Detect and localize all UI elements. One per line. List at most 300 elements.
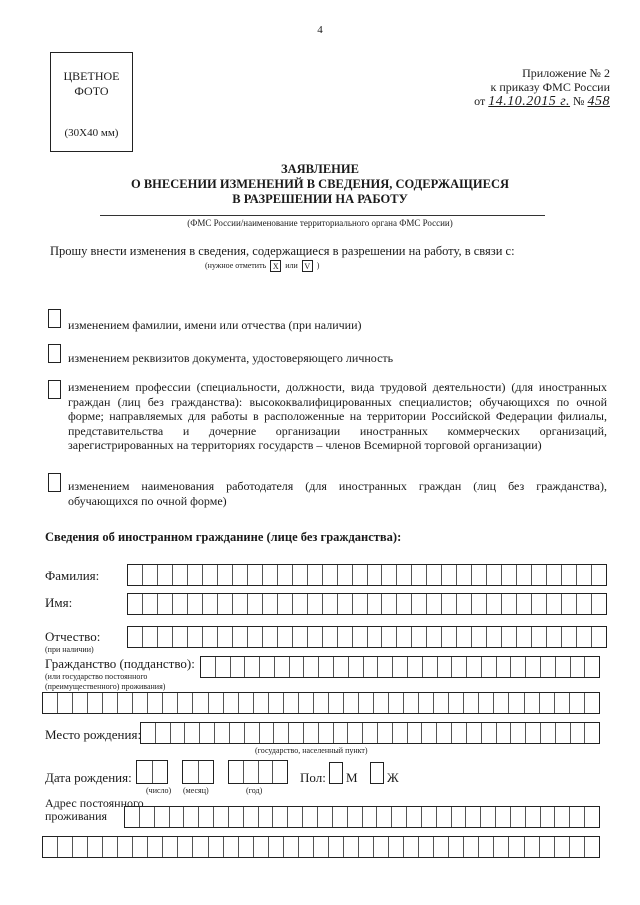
input-cell[interactable] [511,723,526,743]
input-cell[interactable] [368,627,383,647]
input-cell[interactable] [200,723,215,743]
input-cell[interactable] [140,807,155,827]
input-cell[interactable] [173,627,188,647]
input-cell[interactable] [442,565,457,585]
input-cell[interactable] [452,657,467,677]
input-cell[interactable] [482,657,497,677]
input-cell[interactable] [541,807,556,827]
input-cell[interactable] [245,657,260,677]
input-cell[interactable] [562,565,577,585]
input-cell[interactable] [466,807,481,827]
input-cell[interactable] [359,837,374,857]
request-text: Прошу внести изменения в сведения, содержащиеся в разрешении на работу, в связи с: [50,244,515,258]
input-cell[interactable] [467,723,482,743]
input-cell[interactable] [397,627,412,647]
input-cell[interactable] [577,565,592,585]
input-cell[interactable] [299,837,314,857]
input-cell[interactable] [334,657,349,677]
input-cell[interactable] [128,627,143,647]
input-cell[interactable] [464,693,479,713]
input-cell[interactable] [155,807,170,827]
input-cell[interactable] [183,761,199,783]
input-cell[interactable] [427,627,442,647]
input-cell[interactable] [188,594,203,614]
input-cell[interactable] [133,693,148,713]
input-cell[interactable] [43,837,58,857]
input-cell[interactable] [334,723,349,743]
input-cell[interactable] [487,565,502,585]
input-cell[interactable] [193,693,208,713]
input-cell[interactable] [509,693,524,713]
input-cell[interactable] [532,594,547,614]
input-cell[interactable] [419,693,434,713]
input-cell[interactable] [592,565,606,585]
input-cell[interactable] [148,693,163,713]
input-cell[interactable] [260,657,275,677]
input-cell[interactable] [502,594,517,614]
input-cell[interactable] [438,657,453,677]
input-cell[interactable] [103,837,118,857]
input-cell[interactable] [404,837,419,857]
input-cell[interactable] [408,723,423,743]
input-cell[interactable] [502,565,517,585]
input-cell[interactable] [308,594,323,614]
input-cell[interactable] [170,807,185,827]
input-cell[interactable] [184,807,199,827]
authority-line[interactable] [100,215,545,216]
input-cell[interactable] [209,693,224,713]
input-cell[interactable] [585,837,599,857]
input-cell[interactable] [290,657,305,677]
input-cell[interactable] [348,723,363,743]
input-cell[interactable] [555,693,570,713]
input-cell[interactable] [481,807,496,827]
input-cell[interactable] [511,657,526,677]
input-cell[interactable] [452,723,467,743]
section-title: Сведения об иностранном гражданине (лице без гражданства): [45,530,402,544]
patronymic-cells[interactable] [127,626,607,648]
input-cell[interactable] [214,807,229,827]
input-cell[interactable] [479,837,494,857]
input-cell[interactable] [43,693,58,713]
input-cell[interactable] [156,723,171,743]
photo-placeholder [50,52,133,152]
input-cell[interactable] [229,761,244,783]
input-cell[interactable] [540,837,555,857]
input-cell[interactable] [323,627,338,647]
input-cell[interactable] [224,693,239,713]
input-cell[interactable] [359,693,374,713]
input-cell[interactable] [502,627,517,647]
input-cell[interactable] [338,627,353,647]
input-cell[interactable] [389,837,404,857]
input-cell[interactable] [218,594,233,614]
input-cell[interactable] [178,837,193,857]
input-cell[interactable] [382,565,397,585]
input-cell[interactable] [218,627,233,647]
input-cell[interactable] [378,723,393,743]
input-cell[interactable] [143,594,158,614]
input-cell[interactable] [158,565,173,585]
input-cell[interactable] [377,807,392,827]
input-cell[interactable] [158,594,173,614]
input-cell[interactable] [434,693,449,713]
order-date: 14.10.2015 г. [488,94,571,109]
input-cell[interactable] [153,761,168,783]
input-cell[interactable] [482,723,497,743]
input-cell[interactable] [163,693,178,713]
input-cell[interactable] [133,837,148,857]
input-cell[interactable] [437,723,452,743]
input-cell[interactable] [284,837,299,857]
input-cell[interactable] [374,693,389,713]
input-cell[interactable] [423,657,438,677]
citizenship-cells-row1[interactable] [200,656,600,678]
input-cell[interactable] [259,761,274,783]
input-cell[interactable] [570,807,585,827]
day-note: (число) [146,786,172,795]
input-cell[interactable] [188,627,203,647]
input-cell[interactable] [525,837,540,857]
input-cell[interactable] [349,657,364,677]
input-cell[interactable] [239,837,254,857]
input-cell[interactable] [137,761,153,783]
input-cell[interactable] [363,723,378,743]
input-cell[interactable] [245,723,260,743]
input-cell[interactable] [73,693,88,713]
input-cell[interactable] [472,627,487,647]
input-cell[interactable] [570,837,585,857]
input-cell[interactable] [299,693,314,713]
surname-cells[interactable] [127,564,607,586]
input-cell[interactable] [422,723,437,743]
input-cell[interactable] [118,693,133,713]
input-cell[interactable] [293,594,308,614]
input-cell[interactable] [378,657,393,677]
input-cell[interactable] [419,837,434,857]
name-cells[interactable] [127,593,607,615]
input-cell[interactable] [412,565,427,585]
input-cell[interactable] [269,837,284,857]
input-cell[interactable] [353,627,368,647]
input-cell[interactable] [338,565,353,585]
input-cell[interactable] [308,627,323,647]
input-cell[interactable] [323,594,338,614]
input-cell[interactable] [407,807,422,827]
input-cell[interactable] [293,627,308,647]
input-cell[interactable] [58,693,73,713]
input-cell[interactable] [318,807,333,827]
input-cell[interactable] [263,627,278,647]
sex-female-checkbox[interactable] [370,762,384,784]
input-cell[interactable] [329,693,344,713]
input-cell[interactable] [368,565,383,585]
input-cell[interactable] [254,693,269,713]
input-cell[interactable] [141,723,156,743]
input-cell[interactable] [201,657,216,677]
address-cells[interactable] [124,806,600,828]
input-cell[interactable] [273,807,288,827]
input-cell[interactable] [158,627,173,647]
input-cell[interactable] [260,723,275,743]
input-cell[interactable] [571,657,586,677]
input-cell[interactable] [368,594,383,614]
input-cell[interactable] [517,565,532,585]
patronymic-label: Отчество: [45,629,101,644]
input-cell[interactable] [203,594,218,614]
input-cell[interactable] [203,565,218,585]
input-cell[interactable] [163,837,178,857]
input-cell[interactable] [496,807,511,827]
input-cell[interactable] [275,657,290,677]
input-cell[interactable] [244,761,259,783]
input-cell[interactable] [570,693,585,713]
input-cell[interactable] [457,565,472,585]
input-cell[interactable] [148,837,163,857]
input-cell[interactable] [382,627,397,647]
input-cell[interactable] [88,837,103,857]
input-cell[interactable] [118,837,133,857]
input-cell[interactable] [278,627,293,647]
input-cell[interactable] [338,594,353,614]
input-cell[interactable] [382,594,397,614]
input-cell[interactable] [472,594,487,614]
input-cell[interactable] [392,807,407,827]
input-cell[interactable] [244,807,259,827]
input-cell[interactable] [526,723,541,743]
input-cell[interactable] [199,761,214,783]
input-cell[interactable] [209,837,224,857]
input-cell[interactable] [171,723,186,743]
input-cell[interactable] [353,594,368,614]
title-line2: О ВНЕСЕНИИ ИЗМЕНЕНИЙ В СВЕДЕНИЯ, СОДЕРЖАЩИЕСЯ [130,177,510,191]
input-cell[interactable] [215,723,230,743]
input-cell[interactable] [173,594,188,614]
input-cell[interactable] [374,837,389,857]
input-cell[interactable] [314,693,329,713]
input-cell[interactable] [540,693,555,713]
input-cell[interactable] [562,627,577,647]
input-cell[interactable] [541,723,556,743]
input-cell[interactable] [348,807,363,827]
input-cell[interactable] [344,693,359,713]
input-cell[interactable] [555,807,570,827]
input-cell[interactable] [288,807,303,827]
input-cell[interactable] [517,627,532,647]
input-cell[interactable] [427,565,442,585]
input-cell[interactable] [353,565,368,585]
input-cell[interactable] [412,627,427,647]
input-cell[interactable] [479,693,494,713]
sex-male-label: М [346,770,358,785]
input-cell[interactable] [199,807,214,827]
input-cell[interactable] [224,837,239,857]
option-employer-change: изменением наименования работодателя (для иностранных граждан (лиц без гражданства), обучающихся по очной форме) [68,479,607,508]
input-cell[interactable] [284,693,299,713]
input-cell[interactable] [525,693,540,713]
input-cell[interactable] [541,657,556,677]
x-mark-example: X [270,260,281,272]
input-cell[interactable] [274,723,289,743]
mark-hint [205,260,319,272]
input-cell[interactable] [434,837,449,857]
birthplace-label: Место рождения: [45,727,142,742]
input-cell[interactable] [517,594,532,614]
input-cell[interactable] [547,627,562,647]
input-cell[interactable] [304,723,319,743]
input-cell[interactable] [412,594,427,614]
input-cell[interactable] [497,723,512,743]
input-cell[interactable] [263,565,278,585]
input-cell[interactable] [467,657,482,677]
input-cell[interactable] [449,837,464,857]
input-cell[interactable] [88,693,103,713]
input-cell[interactable] [585,657,599,677]
input-cell[interactable] [143,627,158,647]
citizenship-cells-row2[interactable] [42,692,600,714]
input-cell[interactable] [303,807,318,827]
input-cell[interactable] [592,627,606,647]
input-cell[interactable] [289,723,304,743]
input-cell[interactable] [592,594,606,614]
input-cell[interactable] [319,657,334,677]
input-cell[interactable] [259,807,274,827]
input-cell[interactable] [532,565,547,585]
input-cell[interactable] [526,807,541,827]
input-cell[interactable] [193,837,208,857]
input-cell[interactable] [585,723,599,743]
option-name-change: изменением фамилии, имени или отчества (при наличии) [68,318,362,332]
input-cell[interactable] [229,807,244,827]
input-cell[interactable] [308,565,323,585]
input-cell[interactable] [230,723,245,743]
input-cell[interactable] [422,807,437,827]
input-cell[interactable] [585,807,599,827]
input-cell[interactable] [263,594,278,614]
input-cell[interactable] [143,565,158,585]
input-cell[interactable] [437,807,452,827]
input-cell[interactable] [571,723,586,743]
input-cell[interactable] [393,723,408,743]
input-cell[interactable] [178,693,193,713]
input-cell[interactable] [408,657,423,677]
input-cell[interactable] [304,657,319,677]
input-cell[interactable] [314,837,329,857]
input-cell[interactable] [58,837,73,857]
input-cell[interactable] [494,837,509,857]
input-cell[interactable] [449,693,464,713]
input-cell[interactable] [457,594,472,614]
input-cell[interactable] [427,594,442,614]
input-cell[interactable] [562,594,577,614]
input-cell[interactable] [464,837,479,857]
input-cell[interactable] [293,565,308,585]
input-cell[interactable] [547,594,562,614]
input-cell[interactable] [73,837,88,857]
input-cell[interactable] [103,693,118,713]
input-cell[interactable] [125,807,140,827]
birthplace-cells[interactable] [140,722,600,744]
input-cell[interactable] [216,657,231,677]
input-cell[interactable] [577,627,592,647]
input-cell[interactable] [319,723,334,743]
input-cell[interactable] [526,657,541,677]
input-cell[interactable] [329,837,344,857]
input-cell[interactable] [532,627,547,647]
input-cell[interactable] [585,693,599,713]
birth-day-cells[interactable] [136,760,168,784]
input-cell[interactable] [188,565,203,585]
title-line1: ЗАЯВЛЕНИЕ [281,162,359,176]
address-cells-row2[interactable] [42,836,600,858]
input-cell[interactable] [397,565,412,585]
input-cell[interactable] [397,594,412,614]
input-cell[interactable] [404,693,419,713]
input-cell[interactable] [248,594,263,614]
input-cell[interactable] [487,594,502,614]
input-cell[interactable] [203,627,218,647]
input-cell[interactable] [457,627,472,647]
input-cell[interactable] [442,594,457,614]
input-cell[interactable] [555,837,570,857]
input-cell[interactable] [128,594,143,614]
input-cell[interactable] [233,565,248,585]
input-cell[interactable] [273,761,287,783]
birth-year-cells[interactable] [228,760,288,784]
input-cell[interactable] [389,693,404,713]
input-cell[interactable] [556,723,571,743]
birth-month-cells[interactable] [182,760,214,784]
input-cell[interactable] [472,565,487,585]
input-cell[interactable] [487,627,502,647]
input-cell[interactable] [442,627,457,647]
input-cell[interactable] [509,837,524,857]
checkbox-document-change[interactable] [48,344,61,363]
input-cell[interactable] [497,657,512,677]
checkbox-name-change[interactable] [48,309,61,328]
input-cell[interactable] [248,627,263,647]
input-cell[interactable] [323,565,338,585]
input-cell[interactable] [344,837,359,857]
input-cell[interactable] [511,807,526,827]
input-cell[interactable] [233,594,248,614]
input-cell[interactable] [173,565,188,585]
input-cell[interactable] [452,807,467,827]
sex-male-checkbox[interactable] [329,762,343,784]
input-cell[interactable] [556,657,571,677]
input-cell[interactable] [278,565,293,585]
input-cell[interactable] [248,565,263,585]
input-cell[interactable] [185,723,200,743]
input-cell[interactable] [278,594,293,614]
input-cell[interactable] [233,627,248,647]
input-cell[interactable] [364,657,379,677]
checkbox-profession-change[interactable] [48,380,61,399]
input-cell[interactable] [128,565,143,585]
input-cell[interactable] [494,693,509,713]
input-cell[interactable] [333,807,348,827]
input-cell[interactable] [218,565,233,585]
input-cell[interactable] [269,693,284,713]
input-cell[interactable] [577,594,592,614]
input-cell[interactable] [239,693,254,713]
input-cell[interactable] [254,837,269,857]
input-cell[interactable] [393,657,408,677]
input-cell[interactable] [231,657,246,677]
input-cell[interactable] [547,565,562,585]
input-cell[interactable] [363,807,378,827]
checkbox-employer-change[interactable] [48,473,61,492]
